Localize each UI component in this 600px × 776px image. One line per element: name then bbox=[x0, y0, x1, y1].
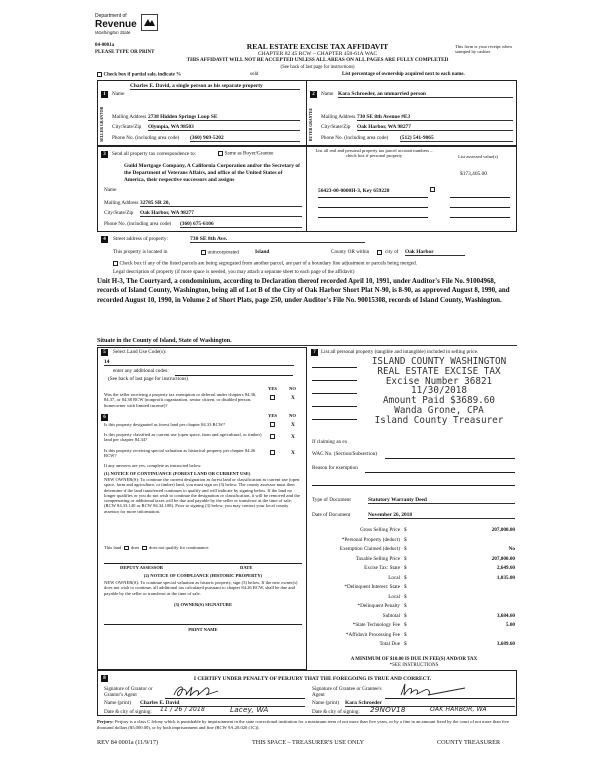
divider bbox=[306, 146, 307, 232]
no-header: NO bbox=[289, 413, 296, 418]
segregating-row bbox=[113, 261, 518, 267]
reason-label: Reason for exemption bbox=[312, 465, 358, 471]
dollar-sign: $ bbox=[404, 584, 407, 590]
unincorporated-option bbox=[201, 250, 239, 256]
state-flag-icon bbox=[141, 14, 158, 31]
deputy-assessor-label: DEPUTY ASSESSOR bbox=[120, 565, 164, 570]
street-address[interactable]: 730 SE 8th Ave. bbox=[190, 236, 365, 243]
personal-line bbox=[312, 367, 357, 368]
tax-value[interactable]: No bbox=[508, 546, 515, 552]
seller-phone[interactable]: (360) 969-5202 bbox=[190, 135, 300, 142]
seller-name[interactable]: Charles E. David, a single person as his separate property bbox=[130, 83, 300, 90]
grantor-sig-label: Signature of Grantor or Grantor's Agent bbox=[104, 686, 153, 698]
unincorporated-label: unincorporated bbox=[207, 249, 239, 256]
dollar-sign: $ bbox=[404, 574, 407, 581]
dollar-sign: $ bbox=[404, 641, 407, 647]
tax-label: *Affidavit Processing Fee bbox=[345, 631, 400, 638]
stamp-line-3: Excise Number 36821 bbox=[385, 375, 493, 387]
q-exempt: Was the seller receiving a property tax exemption or deferral under chapters 84.36, 84.37, or 84.38 RCW (nonprofit organization, senior citizen, or disabled person, homeowner with limited income)? bbox=[104, 392, 257, 408]
same-as-buyer bbox=[218, 151, 273, 157]
doc-type[interactable]: Statutory Warranty Deed bbox=[368, 497, 515, 504]
wac-label: WAC No. (Section/Subsection) bbox=[312, 451, 377, 457]
continuance-row bbox=[104, 545, 304, 550]
legal-label: Legal description of property (if more space is needed, you may attach a separate sheet to each page of the affidavit) bbox=[113, 269, 355, 275]
corr-name-label: Name bbox=[104, 187, 117, 193]
owner-signature-label: (3) OWNER(S) SIGNATURE bbox=[173, 602, 233, 607]
grantor-signature[interactable] bbox=[170, 683, 260, 699]
parcel-line bbox=[318, 207, 428, 208]
section-7-marker: 7 bbox=[311, 349, 318, 356]
legal-description[interactable]: Unit H-3, The Courtyard, a condominium, according to Declaration thereof recorded April 10, 1991, under Auditor's File No. 91004968, records of Island County, Washington, being all of Lot B of the City of Oak Harbor Short Plat N-90, is 8-90, as approved August 8, 1990, and recorded August 10, 1990, in Volume 2 of Short Plats, page 250, under Auditor's File No. 90015308, records of Island County, Washington. bbox=[97, 278, 510, 304]
stamp-line-6: Wanda Grone, CPA bbox=[394, 404, 484, 416]
buyer-mailing-label: Mailing Address bbox=[321, 114, 356, 120]
dollar-sign: $ bbox=[404, 612, 407, 619]
grantor-date[interactable]: 11 / 26 / 2018 bbox=[160, 706, 206, 713]
tax-label: Excise Tax: State bbox=[364, 565, 400, 571]
dollar-sign: $ bbox=[404, 603, 407, 609]
dollar-sign: $ bbox=[404, 555, 407, 562]
see-instructions-note: *SEE INSTRUCTIONS bbox=[389, 663, 439, 668]
parcel-header: List all real and personal property tax parcel account numbers – check box if personal property bbox=[315, 148, 433, 159]
grantee-print-name[interactable]: Kara Schroeder bbox=[345, 700, 515, 707]
assessor-date-label: DATE bbox=[240, 565, 253, 570]
grantee-sig-line bbox=[385, 698, 515, 699]
personal-line bbox=[312, 419, 357, 420]
additional-codes-label: enter any additional codes: bbox=[113, 368, 169, 374]
seller-mailing[interactable]: 2738 Hidden Springs Loop SE bbox=[148, 114, 300, 121]
form-code: 84-0001a bbox=[95, 43, 115, 48]
q-exempt-no[interactable]: X bbox=[291, 395, 295, 401]
yes-header: YES bbox=[268, 413, 277, 418]
grantor-city[interactable]: Lacey, WA bbox=[230, 705, 269, 714]
tax-label: *Delinquent Interest: State bbox=[344, 584, 400, 590]
reason-line bbox=[365, 472, 515, 473]
notice-2-title: (2) NOTICE OF COMPLIANCE (HISTORIC PROPERTY) bbox=[143, 573, 263, 578]
q-current-use: Is this property classified as current use (open space, farm and agricultural, or timber) land per chapter 84.34? bbox=[104, 432, 262, 443]
sold-label: sold bbox=[250, 72, 259, 77]
q-historical-yes bbox=[270, 450, 277, 456]
land-use-see-back: (See back of last page for instructions) bbox=[108, 376, 189, 382]
land-use-value[interactable]: 14 bbox=[104, 359, 294, 366]
within-city-checkbox[interactable] bbox=[377, 250, 382, 255]
divider bbox=[306, 80, 307, 146]
certify-statement: I CERTIFY UNDER PENALTY OF PERJURY THAT THE FOREGOING IS TRUE AND CORRECT. bbox=[193, 676, 432, 682]
stamp-line-1: ISLAND COUNTY WASHINGTON bbox=[371, 356, 507, 367]
q-forest-yes bbox=[270, 422, 277, 428]
doc-date[interactable]: November 26, 2018 bbox=[368, 512, 515, 519]
grantee-signature[interactable] bbox=[395, 681, 495, 699]
tax-row bbox=[312, 604, 517, 614]
notice-2-text: NEW OWNER(S): To continue special valuation as historic property, sign (3) below. If the new owner(s) does not wish to continue, all additional tax calculated pursuant to chapter 84.26 RCW, shall be due and payable by the seller or transferor at the time of sale. bbox=[104, 580, 298, 596]
personal-line bbox=[312, 380, 357, 381]
notice-1-title: (1) NOTICE OF CONTINUANCE (FOREST LAND OR CURRENT USE) bbox=[104, 471, 251, 476]
not-accepted-note: THIS AFFIDAVIT WILL NOT BE ACCEPTED UNLESS ALL AREAS ON ALL PAGES ARE FULLY COMPLETED bbox=[186, 57, 449, 63]
dollar-sign: $ bbox=[404, 593, 407, 600]
assessor-sig-line bbox=[104, 563, 302, 564]
logo-line-1: Department of bbox=[95, 13, 127, 19]
please-type: PLEASE TYPE OR PRINT bbox=[95, 50, 155, 55]
corr-mailing[interactable]: 32785 SR 20, bbox=[140, 200, 302, 207]
tax-label: Total Due bbox=[379, 641, 400, 647]
dollar-sign: $ bbox=[404, 565, 407, 571]
list-percentage-label: List percentage of ownership acquired next to each name. bbox=[342, 72, 465, 77]
tax-value[interactable]: 1,035.00 bbox=[496, 574, 515, 581]
tax-row bbox=[312, 633, 517, 643]
buyer-mailing[interactable]: 730 SE 8th Avenue #E3 bbox=[357, 114, 513, 121]
seller-name-label: Name bbox=[112, 91, 125, 97]
grantor-sig-line bbox=[165, 698, 305, 699]
street-label: Street address of property: bbox=[113, 236, 168, 242]
logo-line-3: Washington State bbox=[95, 29, 131, 35]
same-as-buyer-checkbox[interactable] bbox=[218, 151, 223, 156]
stamp-line-4: 11/30/2018 bbox=[411, 385, 467, 397]
form-revision: REV 84 0001a (11/9/17) bbox=[97, 739, 159, 746]
send-correspondence-label: Send all property tax correspondence to: bbox=[112, 151, 196, 157]
seller-city[interactable]: Olympia, WA 98503 bbox=[148, 124, 300, 131]
county-treasurer-label: COUNTY TREASURER bbox=[437, 739, 501, 746]
tax-label: *Personal Property (deduct) bbox=[341, 536, 400, 543]
this-land-label: This land bbox=[104, 545, 122, 550]
dollar-sign: $ bbox=[404, 631, 407, 638]
stamp-line-7: Island County Treasurer bbox=[374, 414, 504, 426]
tax-row bbox=[312, 614, 517, 624]
tax-label: Taxable Selling Price bbox=[355, 555, 400, 562]
parcel-personal-checkbox[interactable] bbox=[430, 187, 435, 192]
perjury-note bbox=[97, 719, 519, 730]
owner-sig-line bbox=[104, 624, 302, 625]
q-historical-no[interactable]: X bbox=[291, 450, 295, 456]
seller-phone-label: Phone No. (including area code) bbox=[112, 135, 180, 141]
notice-1-text: NEW OWNER(S): To continue the current designation as forest land or classification as current use (open space, farm and agriculture, or timber) land, you must sign on (3) below. The county assessor must then determine if the land transferred continues to qualify and will indicate by signing below. If the land no longer qualifies or you do not wish to continue the designation or classification, it will be removed and the compensating or additional taxes will be due and payable by the seller or transferor at the time of sale. (RCW 84.33.140 or RCW 84.34.108). Prior to signing (3) below, you may contact your local county assessor for more information. bbox=[104, 477, 300, 514]
tax-value[interactable]: 207,000.00 bbox=[491, 527, 515, 533]
located-row bbox=[113, 250, 513, 256]
parcel-line bbox=[318, 197, 428, 198]
treasurer-stamp bbox=[360, 357, 518, 425]
doc-date-label: Date of Document bbox=[312, 512, 351, 518]
assessed-line bbox=[450, 207, 510, 208]
q-forest-no[interactable]: X bbox=[291, 422, 295, 428]
q-exempt-yes bbox=[270, 395, 277, 401]
tax-row bbox=[312, 576, 517, 586]
tax-row bbox=[312, 585, 517, 595]
tax-value[interactable]: 207,000.00 bbox=[491, 555, 515, 562]
within-checkbox-wrap bbox=[377, 250, 384, 256]
tax-label: Local bbox=[388, 593, 400, 600]
additional-codes-line bbox=[175, 375, 293, 376]
section-8-marker: 8 bbox=[101, 675, 108, 682]
seller-side-label: SELLER GRANTOR bbox=[100, 106, 104, 142]
assessed-header: List assessed value(s) bbox=[458, 154, 498, 159]
dollar-sign: $ bbox=[404, 546, 407, 552]
stamp-line-2: REAL ESTATE EXCISE TAX bbox=[377, 365, 501, 377]
q-current-use-yes-checkbox[interactable] bbox=[270, 434, 275, 439]
assessed-line bbox=[450, 217, 510, 218]
same-as-buyer-label: Same as Buyer/Grantee bbox=[224, 150, 274, 157]
q-forest-yes-checkbox[interactable] bbox=[270, 422, 275, 427]
tax-row bbox=[312, 557, 517, 567]
does-label: does bbox=[130, 545, 140, 550]
stamp-line-5: Amount Paid $3689.60 bbox=[383, 395, 495, 406]
grantor-print-name[interactable]: Charles E. David bbox=[140, 700, 305, 707]
see-back-note: (See back of last page for instructions) bbox=[280, 65, 355, 70]
dollar-sign: $ bbox=[404, 536, 407, 543]
receipt-note: This form is your receipt when stamped by cashier bbox=[455, 44, 512, 55]
personal-line bbox=[312, 406, 357, 407]
segregating-note: Check box if any of the listed parcels are being segregated from another parcel, are part of a boundary line adjustment or parcels being merged. bbox=[119, 260, 417, 267]
print-name-label: PRINT NAME bbox=[188, 627, 218, 632]
yes-header: YES bbox=[268, 386, 277, 391]
situate-line[interactable]: Situate in the County of Island, State of Washington. bbox=[97, 338, 517, 346]
partial-sale-checkbox[interactable] bbox=[97, 72, 102, 77]
dollar-sign: $ bbox=[404, 622, 407, 628]
reason-line bbox=[312, 485, 515, 486]
grantee-date[interactable]: 29NOV18 bbox=[370, 705, 406, 714]
section-1-marker: 1 bbox=[101, 91, 108, 98]
city-of-label: city of bbox=[385, 249, 399, 255]
grantor-name-label: Name (print) bbox=[104, 700, 131, 706]
corr-phone[interactable]: (360) 675-6106 bbox=[180, 221, 302, 228]
tax-value[interactable]: 3,689.60 bbox=[496, 641, 515, 647]
q-historical-yes-checkbox[interactable] bbox=[270, 450, 275, 455]
partial-sale-row bbox=[97, 72, 517, 78]
corr-phone-label: Phone No. (including area code) bbox=[104, 221, 172, 227]
tax-value[interactable]: 5.00 bbox=[505, 622, 515, 628]
buyer-name-label: Name bbox=[321, 91, 334, 97]
county-label: County OR within bbox=[331, 249, 370, 255]
does-checkbox[interactable] bbox=[124, 546, 129, 551]
q-current-use-yes bbox=[270, 434, 277, 440]
tax-label: Subtotal bbox=[382, 612, 400, 619]
treasurer-use-note: THIS SPACE – TREASURER'S USE ONLY bbox=[252, 739, 365, 746]
partial-sale-label: Check box if partial sale, indicate % bbox=[103, 72, 182, 78]
personal-property-label: List all personal property (tangible and intangible) included in selling price. bbox=[321, 349, 479, 355]
section-2-marker: 2 bbox=[310, 91, 317, 98]
tax-label: Gross Selling Price bbox=[359, 527, 400, 533]
q-current-use-no[interactable]: X bbox=[291, 434, 295, 440]
assessed-line bbox=[450, 197, 510, 198]
seller-mailing-label: Mailing Address bbox=[112, 114, 147, 120]
q-exempt-yes-checkbox[interactable] bbox=[270, 395, 275, 400]
section-3-marker: 3 bbox=[101, 151, 108, 158]
tax-calculation-table bbox=[312, 528, 517, 652]
form-title: REAL ESTATE EXCISE TAX AFFIDAVIT bbox=[246, 42, 389, 51]
section-6-marker: 6 bbox=[101, 414, 108, 421]
does-not-checkbox[interactable] bbox=[142, 546, 147, 551]
unincorporated-checkbox[interactable] bbox=[201, 250, 206, 255]
tax-label: Local bbox=[388, 574, 400, 581]
doc-type-label: Type of Document bbox=[312, 497, 351, 503]
tax-row bbox=[312, 566, 517, 576]
buyer-phone[interactable]: (512) 541-9065 bbox=[400, 135, 513, 142]
personal-line bbox=[312, 393, 357, 394]
tax-label: Exemption Claimed (deduct) bbox=[339, 546, 400, 552]
tax-row bbox=[312, 595, 517, 605]
buyer-phone-label: Phone No. (including area code) bbox=[321, 135, 389, 141]
logo-line-2: Revenue bbox=[95, 18, 137, 30]
parcel-number[interactable]: 56423-00-0000H-3, Key 659228 bbox=[318, 188, 390, 194]
minimum-due-note: A MINIMUM OF $10.00 IS DUE IN FEE(S) AND/OR TAX bbox=[350, 657, 478, 662]
tax-value[interactable]: 2,649.60 bbox=[496, 565, 515, 571]
dollar-sign: $ bbox=[404, 527, 407, 533]
tax-row bbox=[312, 547, 517, 557]
parcel-checkbox bbox=[430, 187, 437, 193]
q-forest: Is this property designated as forest land per chapter 84.33 RCW? bbox=[104, 422, 226, 427]
buyer-side-label: BUYER GRANTEE bbox=[309, 107, 313, 141]
grantee-date-label: Date & city of signing: bbox=[312, 709, 360, 715]
parcel-line bbox=[318, 217, 428, 218]
grantee-city[interactable]: OAK HARBOR, WA bbox=[430, 706, 487, 713]
corr-city[interactable]: Oak Harbor, WA 98277 bbox=[140, 210, 302, 217]
land-use-label: Select Land Use Code(s): bbox=[113, 349, 167, 355]
perjury-label: Perjury: bbox=[97, 719, 114, 724]
corr-city-label: City/State/Zip bbox=[104, 210, 134, 216]
corr-name[interactable]: Guild Mortgage Company, A California Corporation and/or the Secretary of the Department of Veterans Affairs, and office of the United States of America, their respective successors and assigns bbox=[124, 163, 300, 184]
located-city-value[interactable]: Oak Harbor bbox=[405, 249, 465, 256]
located-county-value[interactable]: Island bbox=[255, 249, 270, 255]
does-not-label: does not qualify for continuance. bbox=[148, 545, 210, 550]
tax-row bbox=[312, 642, 517, 652]
assessed-value[interactable]: $173,405.00 bbox=[460, 171, 487, 177]
tax-value[interactable]: 3,684.60 bbox=[496, 612, 515, 619]
tax-label: *Delinquent Penalty bbox=[357, 603, 400, 609]
q-historical: Is this property receiving special valuation as historical property per chapter 84.26 RCW? bbox=[104, 448, 256, 459]
tax-label: *State Technology Fee bbox=[352, 622, 400, 628]
corr-mailing-label: Mailing Address bbox=[104, 200, 139, 206]
perjury-text: Perjury is a class C felony which is punishable by imprisonment in the state correctional institution for a maximum term of not more than five years, or by a fine in an amount fixed by the court of not more than five thousand dollars ($5,000.00), or by both imprisonment and fine (RCW 9A.20.020 (1C)). bbox=[97, 719, 509, 730]
claiming-exemption-label: If claiming an ex bbox=[312, 439, 348, 445]
revenue-logo bbox=[95, 14, 159, 42]
grantee-sig-label: Signature of Grantee or Grantee's Agent bbox=[312, 686, 382, 698]
buyer-city-label: City/State/Zip bbox=[321, 124, 351, 130]
if-yes-note: If any answers are yes, complete as instructed below. bbox=[104, 463, 202, 468]
grantor-date-label: Date & city of signing: bbox=[104, 709, 152, 715]
buyer-city[interactable]: Oak Harbor, WA 98277 bbox=[357, 124, 513, 131]
section-4-marker: 4 bbox=[101, 236, 108, 243]
form-chapter: CHAPTER 82.45 RCW – CHAPTER 458-61A WAC bbox=[257, 51, 378, 57]
no-header: NO bbox=[289, 386, 296, 391]
located-label: This property is located in bbox=[113, 249, 168, 255]
wac-line bbox=[385, 458, 515, 459]
buyer-name[interactable]: Kara Schroeder, an unmarried person bbox=[338, 91, 513, 98]
tax-row bbox=[312, 623, 517, 633]
segregating-checkbox[interactable] bbox=[113, 261, 118, 266]
seller-city-label: City/State/Zip bbox=[112, 124, 142, 130]
section-5-marker: 5 bbox=[101, 349, 108, 356]
grantee-name-label: Name (print) bbox=[312, 700, 339, 706]
